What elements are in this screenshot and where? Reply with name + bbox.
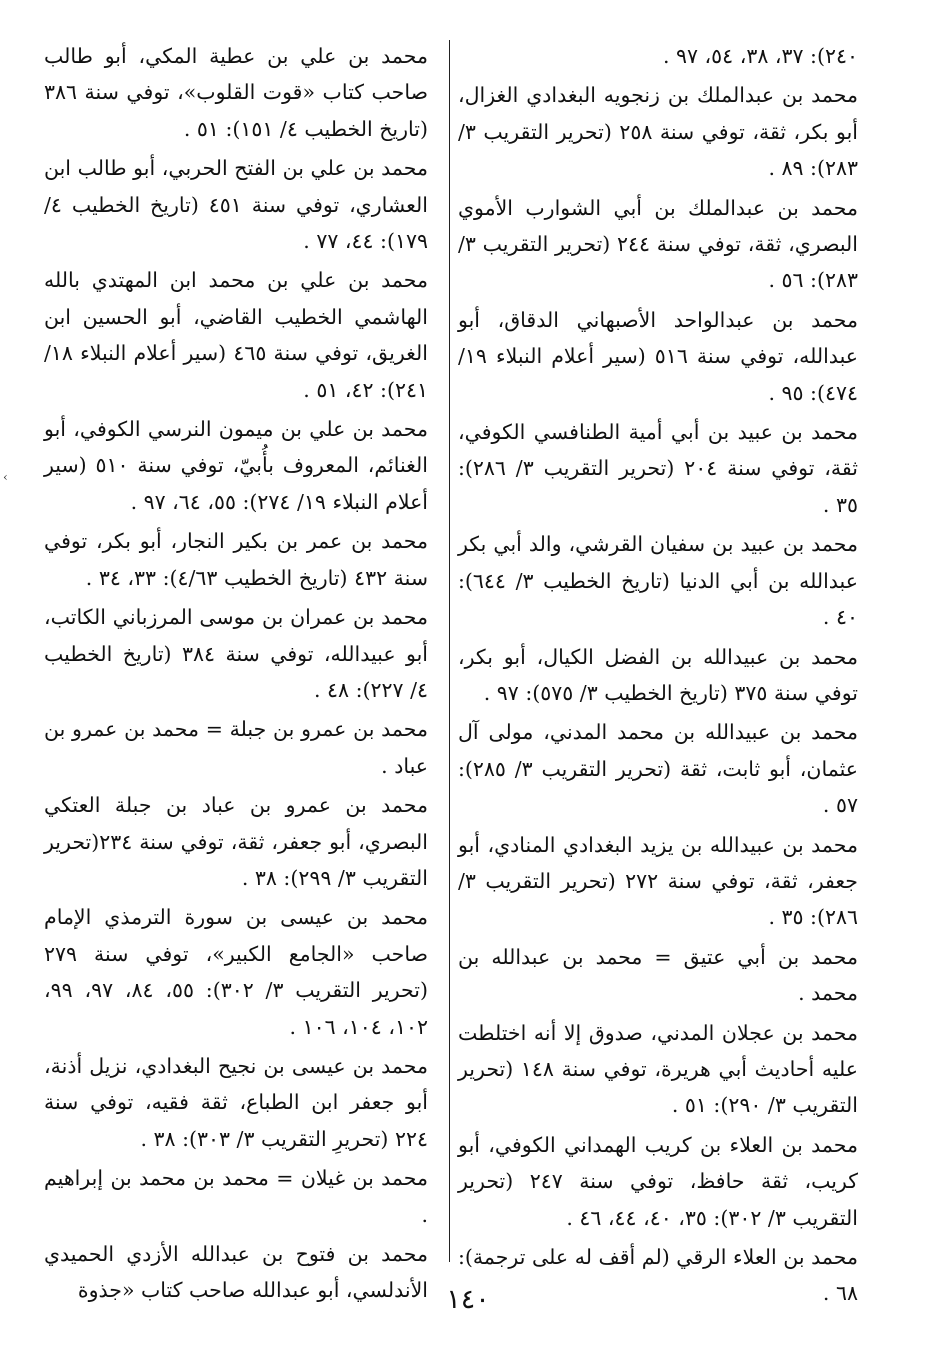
index-entry: محمد بن عمرو بن عباد بن جبلة العتكي البصري، أبو جعفر، ثقة، توفي سنة ٢٣٤(تحرير التقريب ٣/ ٢٩٩): ٣٨ .	[44, 793, 428, 890]
index-entry: محمد بن أبي عتيق = محمد بن عبدالله بن محمد .	[458, 944, 858, 1006]
index-entry: محمد بن علي بن عطية المكي، أبو طالب صاحب كتاب «قوت القلوب»، توفي سنة ٣٨٦ (تاريخ الخطيب ٤/ ١٥١): ٥١ .	[44, 44, 428, 141]
margin-mark: ‹	[3, 470, 8, 484]
page-number: ١٤٠	[446, 1284, 490, 1315]
index-entry: محمد بن عبيدالله بن الفضل الكيال، أبو بكر، توفي سنة ٣٧٥ (تاريخ الخطيب ٣/ ٥٧٥): ٩٧ .	[458, 644, 858, 705]
index-entry: محمد بن عبدالملك بن أبي الشوارب الأموي البصري، ثقة، توفي سنة ٢٤٤ (تحرير التقريب ٣/ ٢٨٣): ٥٦ .	[458, 195, 858, 293]
index-entry: محمد بن العلاء الرقي (لم أقف له على ترجمة): ٦٨ .	[458, 1245, 858, 1306]
index-entry: محمد بن فتوح بن عبدالله الأزدي الحميدي الأندلسي، أبو عبدالله صاحب كتاب «جذوة	[44, 1242, 428, 1303]
index-entry: محمد بن غيلان = محمد بن محمد بن إبراهيم .	[44, 1166, 428, 1227]
index-entry: ٢٤٠): ٣٧، ٣٨، ٥٤، ٩٧ .	[662, 44, 858, 68]
index-entry: محمد بن علي بن الفتح الحربي، أبو طالب ابن العشاري، توفي سنة ٤٥١ (تاريخ الخطيب ٤/ ١٧٩): ٤٤، ٧٧ .	[44, 156, 428, 254]
index-entry: محمد بن علي بن ميمون النرسي الكوفي، أبو الغنائم، المعروف بأُبيّ، توفي سنة ٥١٠ (سير أعلام النبلاء ١٩/ ٢٧٤): ٥٥، ٦٤، ٩٧ .	[44, 417, 428, 514]
index-entry: محمد بن عمر بن بكير النجار، أبو بكر، توفي سنة ٤٣٢ (تاريخ الخطيب ٤/٦٣): ٣٣، ٣٤ .	[44, 529, 428, 590]
index-entry: محمد بن عمرو بن جبلة = محمد بن عمرو بن عباد .	[44, 717, 428, 778]
index-entry: محمد بن عجلان المدني، صدوق إلا أنه اختلطت عليه أحاديث أبي هريرة، توفي سنة ١٤٨ (تحرير التقريب ٣/ ٢٩٠): ٥١ .	[458, 1020, 859, 1118]
right-column	[458, 38, 858, 1315]
index-entry: محمد بن عبدالواحد الأصبهاني الدقاق، أبو عبدالله، توفي سنة ٥١٦ (سير أعلام النبلاء ١٩/ ٤٧٤): ٩٥ .	[458, 307, 858, 405]
index-entry: محمد بن عبيد بن أبي أمية الطنافسي الكوفي، ثقة، توفي سنة ٢٠٤ (تحرير التقريب ٣/ ٢٨٦): ٣٥ .	[458, 420, 858, 517]
index-entry: محمد بن عبيد بن سفيان القرشي، والد أبي بكر عبدالله بن أبي الدنيا (تاريخ الخطيب ٣/ ٦٤٤): ٤٠ .	[458, 532, 858, 630]
index-entry: محمد بن عيسى بن سورة الترمذي الإمام صاحب «الجامع الكبير»، توفي سنة ٢٧٩ (تحرير التقريب ٣/ ٣٠٢): ٥٥، ٨٤، ٩٧، ٩٩، ١٠٢، ١٠٤، ١٠٦ .	[44, 905, 428, 1039]
left-column	[44, 38, 428, 1312]
index-entry: محمد بن عمران بن موسى المرزباني الكاتب، أبو عبيدالله، توفي سنة ٣٨٤ (تاريخ الخطيب ٤/ ٢٢٧): ٤٨ .	[44, 605, 428, 702]
index-entry: محمد بن عبدالملك بن زنجويه البغدادي الغزال، أبو بكر، ثقة، توفي سنة ٢٥٨ (تحرير التقريب ٣/ ٢٨٣): ٨٩ .	[458, 83, 858, 181]
index-entry: محمد بن عبيدالله بن يزيد البغدادي المنادي، أبو جعفر، ثقة، توفي سنة ٢٧٢ (تحرير التقريب ٣/ ٢٨٦): ٣٥ .	[458, 832, 858, 930]
index-entry: محمد بن علي بن محمد ابن المهتدي بالله الهاشمي الخطيب القاضي، أبو الحسين ابن الغريق، توفي سنة ٤٦٥ (سير أعلام النبلاء ١٨/ ٢٤١): ٤٢، ٥١ .	[44, 268, 428, 402]
index-entry: محمد بن عبيدالله بن محمد المدني، مولى آل عثمان، أبو ثابت، ثقة (تحرير التقريب ٣/ ٢٨٥): ٥٧ .	[458, 720, 858, 818]
index-entry: محمد بن عيسى بن نجيح البغدادي، نزيل أذنة، أبو جعفر ابن الطباع، ثقة فقيه، توفي سنة ٢٢٤ (تحريرِ التقريب ٣/ ٣٠٣): ٣٨ .	[44, 1053, 428, 1151]
column-divider	[449, 40, 450, 1262]
index-entry: محمد بن العلاء بن كريب الهمداني الكوفي، أبو كريب، ثقة حافظ، توفي سنة ٢٤٧ (تحرير التقريب ٣/ ٣٠٢): ٣٥، ٤٠، ٤٤، ٤٦ .	[458, 1132, 859, 1230]
